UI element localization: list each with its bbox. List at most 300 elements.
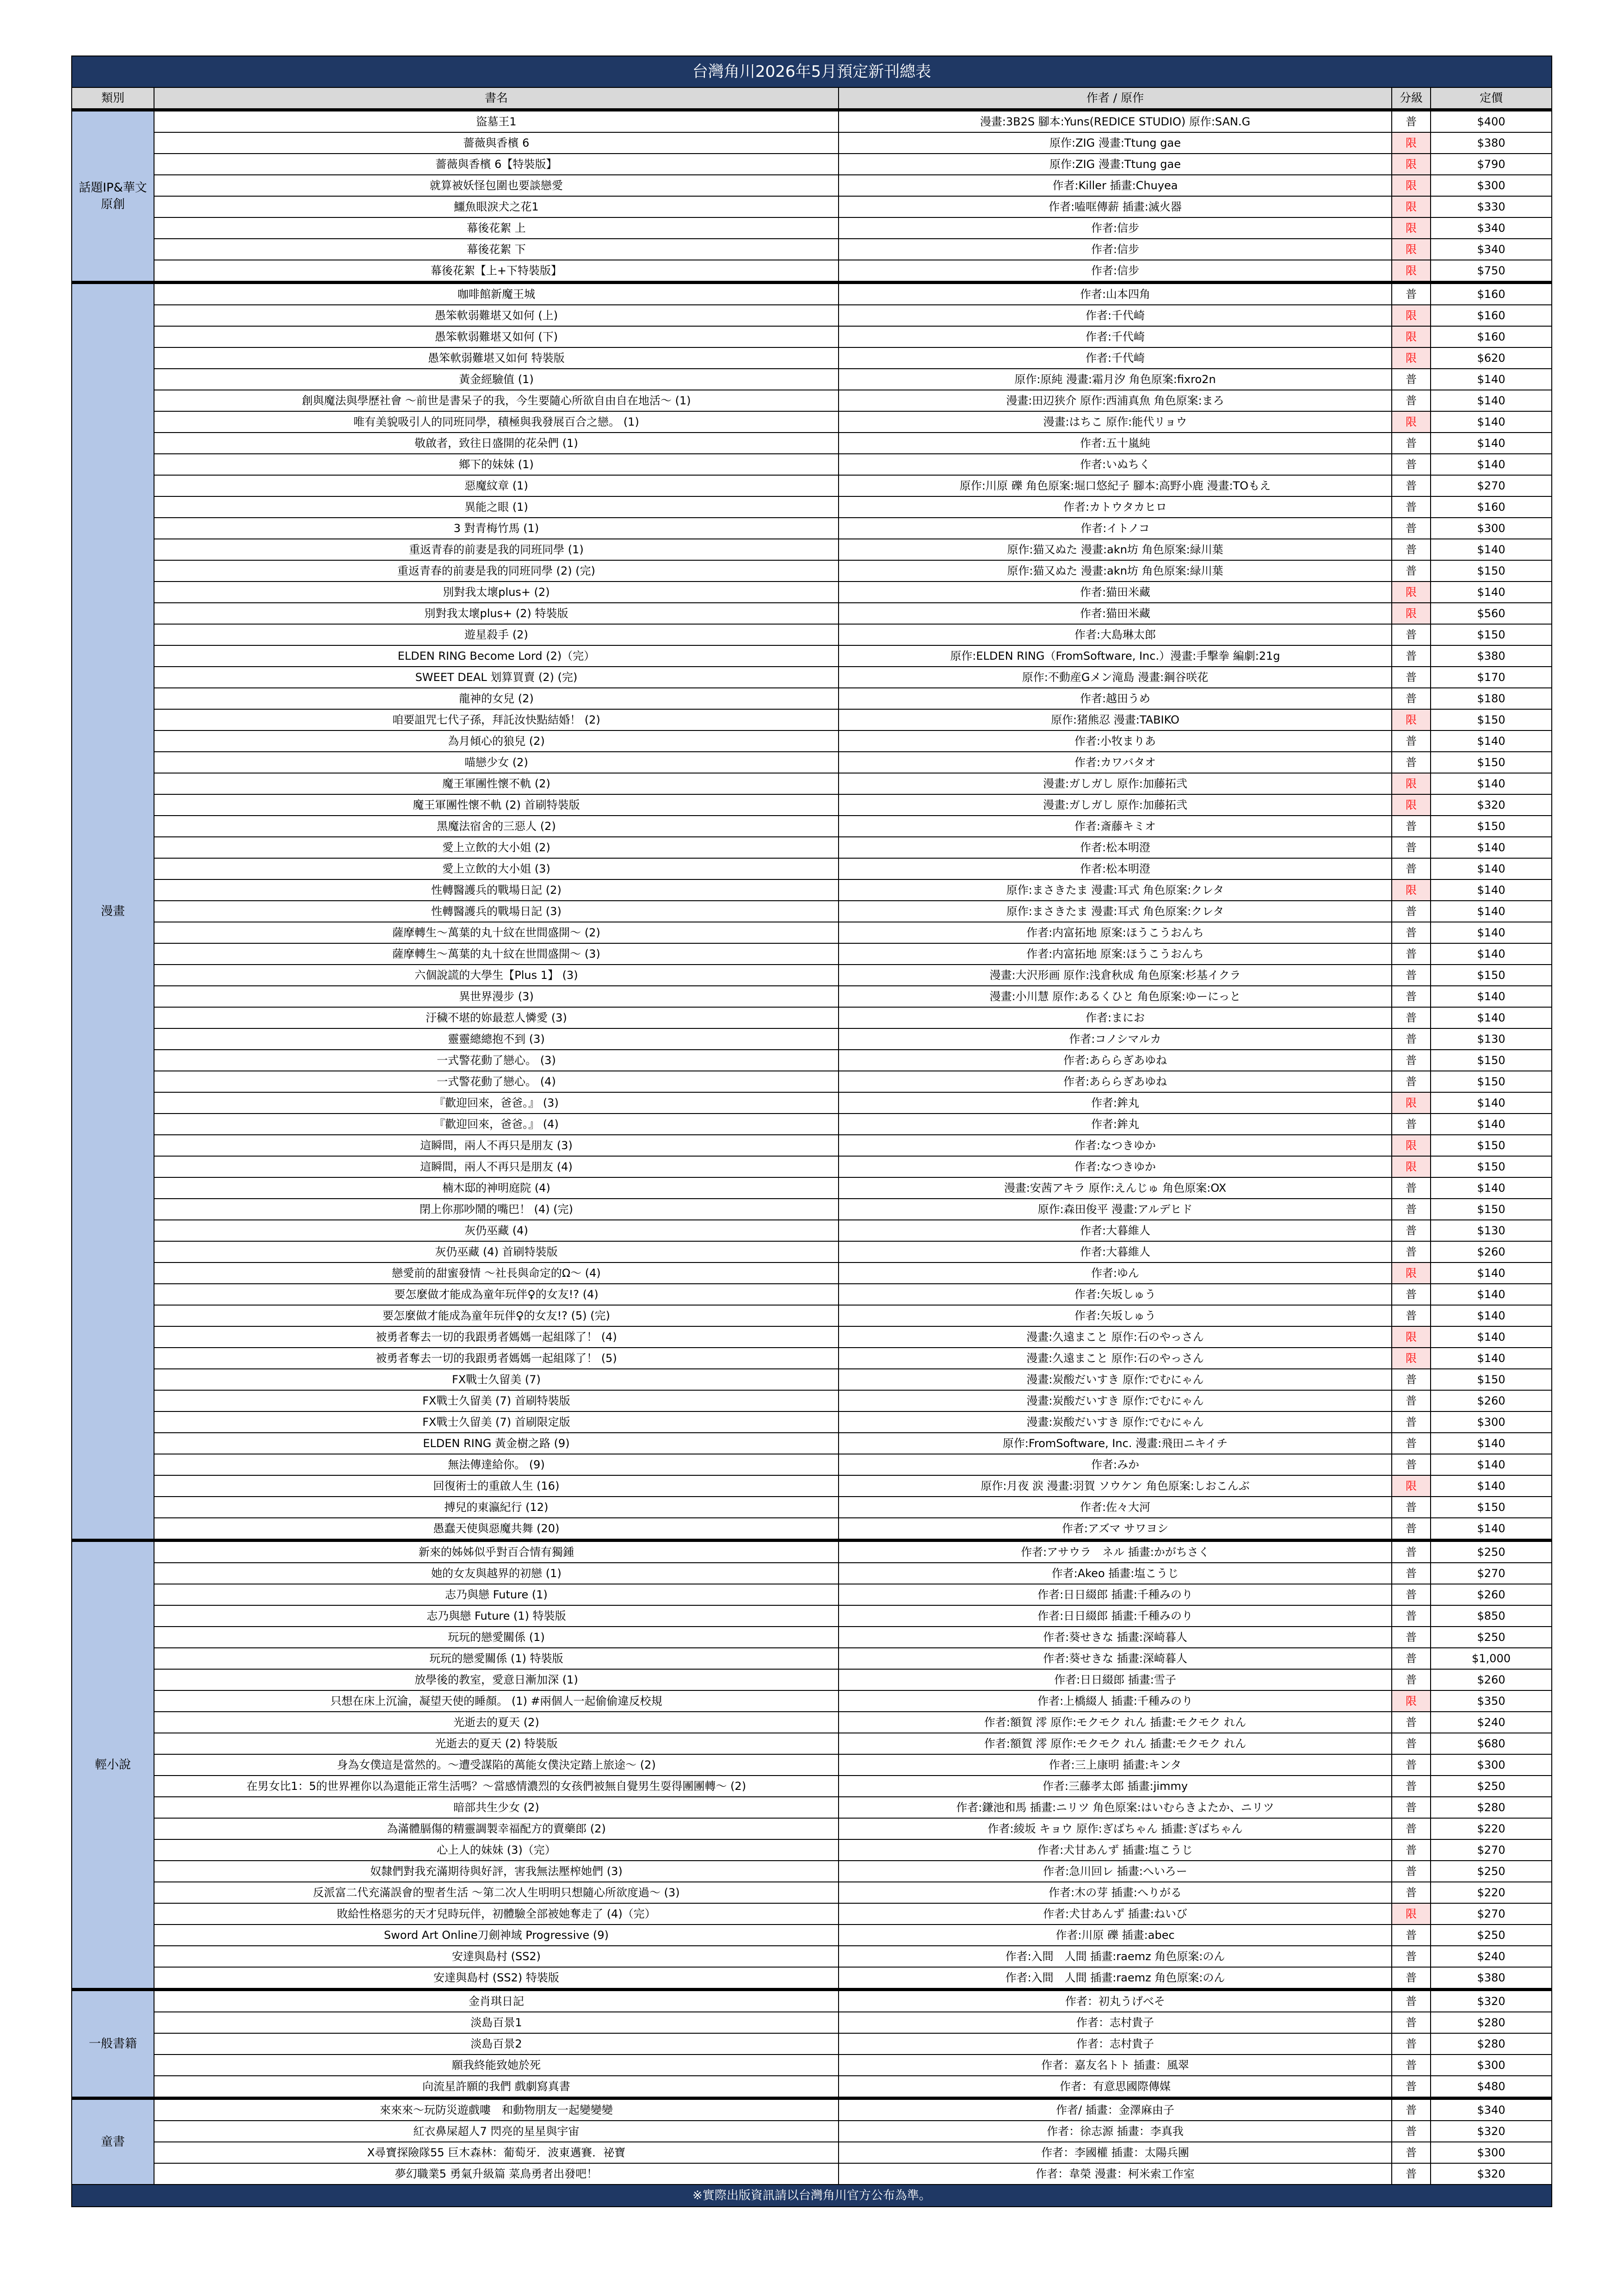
author-cell: 作者:額賀 澪 原作:モクモク れん 插畫:モクモク れん xyxy=(839,1733,1392,1754)
table-row xyxy=(72,1028,1552,1050)
table-row xyxy=(72,1967,1552,1990)
price-cell: $150 xyxy=(1431,624,1552,645)
header-price: 定價 xyxy=(1431,87,1552,110)
table-row xyxy=(72,1284,1552,1305)
rating-cell: 普 xyxy=(1392,624,1431,645)
rating-cell: 普 xyxy=(1392,1284,1431,1305)
book-title-cell: 灰仍巫藏 (4) 首刷特裝版 xyxy=(154,1241,839,1262)
rating-cell: 普 xyxy=(1392,837,1431,858)
rating-cell: 普 xyxy=(1392,1946,1431,1967)
price-cell: $750 xyxy=(1431,260,1552,283)
rating-cell: 普 xyxy=(1392,1990,1431,2012)
table-row xyxy=(72,1733,1552,1754)
book-title-cell: 愚蠢天使與惡魔共舞 (20) xyxy=(154,1518,839,1541)
book-title-cell: 咖啡館新魔王城 xyxy=(154,283,839,305)
rating-cell: 普 xyxy=(1392,943,1431,965)
author-cell: 作者:コノシマルカ xyxy=(839,1028,1392,1050)
price-cell: $280 xyxy=(1431,1797,1552,1818)
category-cell: 一般書籍 xyxy=(72,1990,154,2098)
book-title-cell: 身為女僕這是當然的。～遭受謀陷的萬能女僕決定踏上旅途～ (2) xyxy=(154,1754,839,1776)
table-row xyxy=(72,1648,1552,1669)
author-cell: 作者:入間 人間 插畫:raemz 角色原案:のん xyxy=(839,1967,1392,1990)
rating-cell: 限 xyxy=(1392,603,1431,624)
price-cell: $140 xyxy=(1431,1305,1552,1326)
price-cell: $130 xyxy=(1431,1028,1552,1050)
book-title-cell: X尋寶探險隊55 巨木森林：葡萄牙．波東邁賽．祕寶 xyxy=(154,2142,839,2163)
table-row xyxy=(72,1690,1552,1712)
price-cell: $300 xyxy=(1431,175,1552,196)
book-title-cell: 願我終能致她於死 xyxy=(154,2055,839,2076)
rating-cell: 普 xyxy=(1392,1177,1431,1199)
author-cell: 作者:日日綴郎 插畫:千種みのり xyxy=(839,1605,1392,1627)
rating-cell: 普 xyxy=(1392,965,1431,986)
rating-cell: 普 xyxy=(1392,454,1431,475)
table-row xyxy=(72,132,1552,154)
price-cell: $140 xyxy=(1431,858,1552,879)
book-title-cell: Sword Art Online刀劍神域 Progressive (9) xyxy=(154,1925,839,1946)
price-cell: $140 xyxy=(1431,773,1552,794)
price-cell: $160 xyxy=(1431,305,1552,326)
author-cell: 作者:佐々大河 xyxy=(839,1497,1392,1518)
book-title-cell: 搏兒的東瀛紀行 (12) xyxy=(154,1497,839,1518)
book-title-cell: 反派富二代充滿誤會的聖者生活 ～第二次人生明明只想隨心所欲度過～ (3) xyxy=(154,1882,839,1903)
table-row xyxy=(72,1156,1552,1177)
table-row xyxy=(72,1348,1552,1369)
table-row xyxy=(72,1305,1552,1326)
table-row xyxy=(72,1627,1552,1648)
price-cell: $620 xyxy=(1431,347,1552,369)
price-cell: $480 xyxy=(1431,2076,1552,2098)
price-cell: $300 xyxy=(1431,518,1552,539)
price-cell: $680 xyxy=(1431,1733,1552,1754)
sheet-title: 台灣角川2026年5月預定新刊總表 xyxy=(72,56,1552,87)
author-cell: 作者:木の芽 插畫:へりがる xyxy=(839,1882,1392,1903)
header-author: 作者 / 原作 xyxy=(839,87,1392,110)
rating-cell: 普 xyxy=(1392,752,1431,773)
price-cell: $140 xyxy=(1431,1262,1552,1284)
price-cell: $320 xyxy=(1431,2163,1552,2185)
price-cell: $150 xyxy=(1431,1071,1552,1092)
table-row xyxy=(72,411,1552,433)
rating-cell: 普 xyxy=(1392,496,1431,518)
book-title-cell: 愚笨軟弱難堪又如何 (上) xyxy=(154,305,839,326)
price-cell: $130 xyxy=(1431,1220,1552,1241)
book-title-cell: 遊星殺手 (2) xyxy=(154,624,839,645)
author-cell: 漫畫:田辺狭介 原作:西浦真魚 角色原案:まろ xyxy=(839,390,1392,411)
table-row xyxy=(72,965,1552,986)
rating-cell: 普 xyxy=(1392,2033,1431,2055)
book-title-cell: 這瞬間，兩人不再只是朋友 (4) xyxy=(154,1156,839,1177)
rating-cell: 限 xyxy=(1392,411,1431,433)
table-row xyxy=(72,518,1552,539)
author-cell: 作者:イトノコ xyxy=(839,518,1392,539)
table-row xyxy=(72,369,1552,390)
rating-cell: 普 xyxy=(1392,1114,1431,1135)
rating-cell: 普 xyxy=(1392,1518,1431,1541)
table-row xyxy=(72,2098,1552,2121)
author-cell: 原作:FromSoftware, Inc. 漫畫:飛田ニキイチ xyxy=(839,1433,1392,1454)
price-cell: $270 xyxy=(1431,1563,1552,1584)
author-cell: 作者:内富拓地 原案:ほうこうおんち xyxy=(839,922,1392,943)
rating-cell: 普 xyxy=(1392,1028,1431,1050)
price-cell: $140 xyxy=(1431,922,1552,943)
table-row xyxy=(72,1861,1552,1882)
table-row xyxy=(72,196,1552,217)
book-title-cell: FX戰士久留美 (7) xyxy=(154,1369,839,1390)
table-row xyxy=(72,1818,1552,1839)
category-cell: 漫畫 xyxy=(72,283,154,1541)
price-cell: $140 xyxy=(1431,411,1552,433)
rating-cell: 普 xyxy=(1392,1627,1431,1648)
author-cell: 作者:山本四角 xyxy=(839,283,1392,305)
book-title-cell: ELDEN RING Become Lord (2)（完） xyxy=(154,645,839,667)
price-cell: $250 xyxy=(1431,1541,1552,1563)
rating-cell: 普 xyxy=(1392,560,1431,582)
rating-cell: 普 xyxy=(1392,1050,1431,1071)
rating-cell: 普 xyxy=(1392,1390,1431,1411)
book-title-cell: 要怎麼做才能成為童年玩伴♀的女友!? (5) (完) xyxy=(154,1305,839,1326)
author-cell: 作者:まにお xyxy=(839,1007,1392,1028)
author-cell: 作者:アサウラ ネル 插畫:かがちさく xyxy=(839,1541,1392,1563)
author-cell: 原作:猫又ぬた 漫畫:akn坊 角色原案:緑川葉 xyxy=(839,560,1392,582)
book-title-cell: 光逝去的夏天 (2) xyxy=(154,1712,839,1733)
rating-cell: 普 xyxy=(1392,688,1431,709)
author-cell: 漫畫:ガしガし 原作:加藤拓弐 xyxy=(839,773,1392,794)
table-row xyxy=(72,1326,1552,1348)
price-cell: $140 xyxy=(1431,1007,1552,1028)
rating-cell: 普 xyxy=(1392,901,1431,922)
book-title-cell: 六個說謊的大學生【Plus 1】 (3) xyxy=(154,965,839,986)
rating-cell: 限 xyxy=(1392,1326,1431,1348)
rating-cell: 普 xyxy=(1392,1584,1431,1605)
price-cell: $850 xyxy=(1431,1605,1552,1627)
book-title-cell: 異世界漫步 (3) xyxy=(154,986,839,1007)
book-title-cell: 光逝去的夏天 (2) 特裝版 xyxy=(154,1733,839,1754)
table-row xyxy=(72,1563,1552,1584)
price-cell: $330 xyxy=(1431,196,1552,217)
table-row xyxy=(72,283,1552,305)
rating-cell: 普 xyxy=(1392,1776,1431,1797)
table-row xyxy=(72,752,1552,773)
book-title-cell: 幕後花絮 下 xyxy=(154,239,839,260)
author-cell: 作者:みか xyxy=(839,1454,1392,1475)
author-cell: 作者:松本明澄 xyxy=(839,837,1392,858)
table-row xyxy=(72,986,1552,1007)
author-cell: 作者:あららぎあゆね xyxy=(839,1071,1392,1092)
book-title-cell: 金肖琪日記 xyxy=(154,1990,839,2012)
rating-cell: 普 xyxy=(1392,2055,1431,2076)
price-cell: $260 xyxy=(1431,1584,1552,1605)
price-cell: $300 xyxy=(1431,2055,1552,2076)
rating-cell: 限 xyxy=(1392,773,1431,794)
price-cell: $140 xyxy=(1431,1518,1552,1541)
book-title-cell: 薩摩轉生～萬葉的丸十紋在世間盛開～ (3) xyxy=(154,943,839,965)
header-category: 類別 xyxy=(72,87,154,110)
price-cell: $300 xyxy=(1431,1754,1552,1776)
price-cell: $140 xyxy=(1431,369,1552,390)
author-cell: 作者:日日綴郎 插畫:千種みのり xyxy=(839,1584,1392,1605)
book-title-cell: 無法傳達給你。 (9) xyxy=(154,1454,839,1475)
price-cell: $140 xyxy=(1431,1177,1552,1199)
table-row xyxy=(72,1369,1552,1390)
table-row xyxy=(72,1114,1552,1135)
rating-cell: 普 xyxy=(1392,2098,1431,2121)
book-title-cell: 薩摩轉生～萬葉的丸十紋在世間盛開～ (2) xyxy=(154,922,839,943)
rating-cell: 普 xyxy=(1392,1669,1431,1690)
table-row xyxy=(72,1541,1552,1563)
author-cell: 漫畫:炭酸だいすき 原作:でむにゃん xyxy=(839,1369,1392,1390)
book-title-cell: 靈靈總總抱不到 (3) xyxy=(154,1028,839,1050)
price-cell: $140 xyxy=(1431,943,1552,965)
price-cell: $150 xyxy=(1431,1199,1552,1220)
book-title-cell: 夢幻職業5 勇氣升級篇 菜鳥勇者出發吧！ xyxy=(154,2163,839,2185)
author-cell: 漫畫:3B2S 腳本:Yuns(REDICE STUDIO) 原作:SAN.G xyxy=(839,110,1392,133)
price-cell: $160 xyxy=(1431,326,1552,347)
price-cell: $280 xyxy=(1431,2033,1552,2055)
table-row xyxy=(72,2076,1552,2098)
table-row xyxy=(72,603,1552,624)
price-cell: $260 xyxy=(1431,1241,1552,1262)
rating-cell: 普 xyxy=(1392,1369,1431,1390)
price-cell: $300 xyxy=(1431,1411,1552,1433)
book-title-cell: 心上人的妹妹 (3)（完） xyxy=(154,1839,839,1861)
book-title-cell: 創與魔法與學歷社會 ～前世是書呆子的我，今生要隨心所欲自由自在地活～ (1) xyxy=(154,390,839,411)
rating-cell: 普 xyxy=(1392,2121,1431,2142)
author-cell: 作者:カワバタオ xyxy=(839,752,1392,773)
author-cell: 原作:まさきたま 漫畫:耳式 角色原案:クレタ xyxy=(839,901,1392,922)
price-cell: $560 xyxy=(1431,603,1552,624)
rating-cell: 普 xyxy=(1392,1497,1431,1518)
author-cell: 原作:猫又ぬた 漫畫:akn坊 角色原案:緑川葉 xyxy=(839,539,1392,560)
rating-cell: 普 xyxy=(1392,1071,1431,1092)
author-cell: 作者:犬甘あんず 插畫:ねいび xyxy=(839,1903,1392,1925)
header-rating: 分級 xyxy=(1392,87,1431,110)
price-cell: $350 xyxy=(1431,1690,1552,1712)
price-cell: $150 xyxy=(1431,1369,1552,1390)
author-cell: 作者:内富拓地 原案:ほうこうおんち xyxy=(839,943,1392,965)
book-title-cell: 別對我太壞plus+ (2) xyxy=(154,582,839,603)
rating-cell: 限 xyxy=(1392,1092,1431,1114)
author-cell: 作者:信步 xyxy=(839,239,1392,260)
book-title-cell: 在男女比1：5的世界裡你以為還能正常生活嗎？～當感情濃烈的女孩們被無自覺男生耍得團團轉～ (2) xyxy=(154,1776,839,1797)
rating-cell: 限 xyxy=(1392,239,1431,260)
table-row xyxy=(72,1411,1552,1433)
rating-cell: 普 xyxy=(1392,2012,1431,2033)
price-cell: $140 xyxy=(1431,1326,1552,1348)
book-title-cell: 3 對青梅竹馬 (1) xyxy=(154,518,839,539)
book-title-cell: 只想在床上沉淪，凝望天使的睡顏。 (1) #兩個人一起偷偷違反校規 xyxy=(154,1690,839,1712)
author-cell: 作者:嗑哐傳薪 插畫:滅火器 xyxy=(839,196,1392,217)
rating-cell: 普 xyxy=(1392,1241,1431,1262)
table-row xyxy=(72,858,1552,879)
author-cell: 原作:ZIG 漫畫:Ttung gae xyxy=(839,154,1392,175)
price-cell: $160 xyxy=(1431,283,1552,305)
rating-cell: 普 xyxy=(1392,283,1431,305)
author-cell: 作者:綾坂 キョウ 原作:ぎばちゃん 插畫:ぎばちゃん xyxy=(839,1818,1392,1839)
rating-cell: 普 xyxy=(1392,1305,1431,1326)
rating-cell: 普 xyxy=(1392,922,1431,943)
rating-cell: 普 xyxy=(1392,1411,1431,1433)
author-cell: 作者:松本明澄 xyxy=(839,858,1392,879)
book-title-cell: 愚笨軟弱難堪又如何 特裝版 xyxy=(154,347,839,369)
rating-cell: 普 xyxy=(1392,1925,1431,1946)
table-row xyxy=(72,1220,1552,1241)
price-cell: $140 xyxy=(1431,454,1552,475)
price-cell: $180 xyxy=(1431,688,1552,709)
category-cell: 童書 xyxy=(72,2098,154,2185)
table-row xyxy=(72,901,1552,922)
price-cell: $150 xyxy=(1431,1135,1552,1156)
book-title-cell: 被勇者奪去一切的我跟勇者媽媽一起組隊了！ (5) xyxy=(154,1348,839,1369)
book-title-cell: 異能之眼 (1) xyxy=(154,496,839,518)
book-title-cell: 薔薇與香檳 6 xyxy=(154,132,839,154)
book-title-cell: 新來的姊姊似乎對百合情有獨鍾 xyxy=(154,1541,839,1563)
rating-cell: 限 xyxy=(1392,347,1431,369)
rating-cell: 限 xyxy=(1392,1475,1431,1497)
table-row xyxy=(72,454,1552,475)
rating-cell: 限 xyxy=(1392,709,1431,730)
price-cell: $160 xyxy=(1431,496,1552,518)
table-row xyxy=(72,709,1552,730)
price-cell: $380 xyxy=(1431,132,1552,154)
author-cell: 作者:矢坂しゅう xyxy=(839,1284,1392,1305)
table-row xyxy=(72,1199,1552,1220)
author-cell: 作者:なつきゆか xyxy=(839,1156,1392,1177)
rating-cell: 限 xyxy=(1392,1690,1431,1712)
footer-note: ※實際出版資訊請以台灣角川官方公布為準。 xyxy=(72,2185,1552,2207)
author-cell: 原作:ELDEN RING（FromSoftware, Inc.）漫畫:手擊拳 編劇:21g xyxy=(839,645,1392,667)
book-title-cell: 性轉醫護兵的戰場日記 (3) xyxy=(154,901,839,922)
price-cell: $150 xyxy=(1431,965,1552,986)
table-row xyxy=(72,496,1552,518)
rating-cell: 限 xyxy=(1392,794,1431,816)
table-row xyxy=(72,1990,1552,2012)
author-cell: 作者:鉾丸 xyxy=(839,1114,1392,1135)
author-cell: 漫畫:大沢形画 原作:浅倉秋成 角色原案:杉基イクラ xyxy=(839,965,1392,986)
price-cell: $140 xyxy=(1431,837,1552,858)
price-cell: $320 xyxy=(1431,1990,1552,2012)
category-cell: 話題IP&華文原創 xyxy=(72,110,154,283)
table-row xyxy=(72,154,1552,175)
table-row xyxy=(72,1262,1552,1284)
rating-cell: 普 xyxy=(1392,1199,1431,1220)
author-cell: 原作:川原 礫 角色原案:堀口悠紀子 腳本:高野小鹿 漫畫:TOもえ xyxy=(839,475,1392,496)
book-title-cell: 性轉醫護兵的戰場日記 (2) xyxy=(154,879,839,901)
author-cell: 作者:川原 礫 插畫:abec xyxy=(839,1925,1392,1946)
rating-cell: 限 xyxy=(1392,1262,1431,1284)
author-cell: 原作:月夜 涙 漫畫:羽賀 ソウケン 角色原案:しおこんぶ xyxy=(839,1475,1392,1497)
rating-cell: 普 xyxy=(1392,1563,1431,1584)
category-cell: 輕小說 xyxy=(72,1541,154,1990)
rating-cell: 普 xyxy=(1392,1861,1431,1882)
table-row xyxy=(72,2033,1552,2055)
price-cell: $140 xyxy=(1431,901,1552,922)
table-row xyxy=(72,2142,1552,2163)
book-title-cell: 一式警花動了戀心。 (3) xyxy=(154,1050,839,1071)
table-row xyxy=(72,1007,1552,1028)
price-cell: $270 xyxy=(1431,475,1552,496)
author-cell: 漫畫:小川慧 原作:あるくひと 角色原案:ゆーにっと xyxy=(839,986,1392,1007)
price-cell: $150 xyxy=(1431,816,1552,837)
book-title-cell: 奴隸們對我充滿期待與好評，害我無法壓榨她們 (3) xyxy=(154,1861,839,1882)
author-cell: 作者:急川回レ 插畫:へいろー xyxy=(839,1861,1392,1882)
price-cell: $220 xyxy=(1431,1818,1552,1839)
rating-cell: 普 xyxy=(1392,369,1431,390)
author-cell: 原作:まさきたま 漫畫:耳式 角色原案:クレタ xyxy=(839,879,1392,901)
table-row xyxy=(72,475,1552,496)
author-cell: 作者:葵せきな 插畫:深崎暮人 xyxy=(839,1627,1392,1648)
table-body xyxy=(72,110,1552,2185)
author-cell: 作者:鎌池和馬 插畫:ニリツ 角色原案:はいむらきよたか、ニリツ xyxy=(839,1797,1392,1818)
table-row xyxy=(72,1092,1552,1114)
author-cell: 作者:なつきゆか xyxy=(839,1135,1392,1156)
book-title-cell: 黃金經驗值 (1) xyxy=(154,369,839,390)
price-cell: $250 xyxy=(1431,1627,1552,1648)
author-cell: 原作:原純 漫畫:霜月汐 角色原案:fixro2n xyxy=(839,369,1392,390)
rating-cell: 限 xyxy=(1392,154,1431,175)
book-title-cell: 重返青春的前妻是我的同班同學 (1) xyxy=(154,539,839,560)
price-cell: $150 xyxy=(1431,709,1552,730)
table-row xyxy=(72,816,1552,837)
book-title-cell: 一式警花動了戀心。 (4) xyxy=(154,1071,839,1092)
rating-cell: 限 xyxy=(1392,175,1431,196)
rating-cell: 普 xyxy=(1392,1433,1431,1454)
table-row xyxy=(72,1754,1552,1776)
rating-cell: 普 xyxy=(1392,390,1431,411)
rating-cell: 限 xyxy=(1392,1348,1431,1369)
book-title-cell: 魔王軍團性懷不軌 (2) xyxy=(154,773,839,794)
author-cell: 作者:信步 xyxy=(839,260,1392,283)
rating-cell: 普 xyxy=(1392,1648,1431,1669)
table-row xyxy=(72,1925,1552,1946)
book-title-cell: 唯有美貌吸引人的同班同學，積極與我發展百合之戀。 (1) xyxy=(154,411,839,433)
author-cell: 作者:千代崎 xyxy=(839,305,1392,326)
price-cell: $150 xyxy=(1431,752,1552,773)
table-row xyxy=(72,260,1552,283)
table-row xyxy=(72,1839,1552,1861)
book-title-cell: 愚笨軟弱難堪又如何 (下) xyxy=(154,326,839,347)
book-title-cell: 幕後花絮 上 xyxy=(154,217,839,239)
table-row xyxy=(72,1071,1552,1092)
author-cell: 原作:猪熊忍 漫畫:TABIKO xyxy=(839,709,1392,730)
book-title-cell: 為月傾心的狼兒 (2) xyxy=(154,730,839,752)
book-title-cell: 安達與島村 (SS2) 特裝版 xyxy=(154,1967,839,1990)
table-row xyxy=(72,1903,1552,1925)
author-cell: 作者:カトウタカヒロ xyxy=(839,496,1392,518)
author-cell: 作者:あららぎあゆね xyxy=(839,1050,1392,1071)
book-title-cell: 為滿體膈傷的精靈調製幸福配方的賣藥郎 (2) xyxy=(154,1818,839,1839)
table-row xyxy=(72,110,1552,133)
table-row xyxy=(72,1797,1552,1818)
price-cell: $260 xyxy=(1431,1669,1552,1690)
table-row xyxy=(72,2012,1552,2033)
author-cell: 漫畫:炭酸だいすき 原作:でむにゃん xyxy=(839,1411,1392,1433)
author-cell: 作者:三上康明 插畫:キンタ xyxy=(839,1754,1392,1776)
author-cell: 作者:千代崎 xyxy=(839,326,1392,347)
author-cell: 作者:上橋綴人 插畫:千種みのり xyxy=(839,1690,1392,1712)
author-cell: 作者:越田うめ xyxy=(839,688,1392,709)
book-title-cell: 就算被妖怪包圍也要談戀愛 xyxy=(154,175,839,196)
book-title-cell: 別對我太壞plus+ (2) 特裝版 xyxy=(154,603,839,624)
table-row xyxy=(72,1241,1552,1262)
table-row xyxy=(72,2055,1552,2076)
rating-cell: 限 xyxy=(1392,196,1431,217)
table-row xyxy=(72,582,1552,603)
book-title-cell: 汙穢不堪的妳最惹人憐愛 (3) xyxy=(154,1007,839,1028)
table-row xyxy=(72,2163,1552,2185)
table-row xyxy=(72,2121,1552,2142)
table-row xyxy=(72,645,1552,667)
